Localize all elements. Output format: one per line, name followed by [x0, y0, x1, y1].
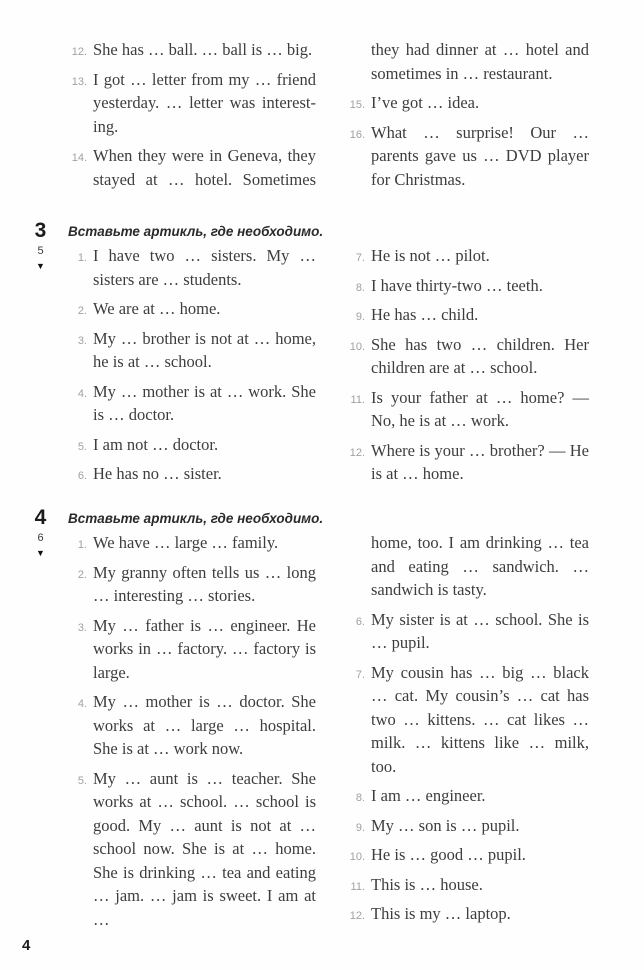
exercise-item: [344, 843, 589, 867]
exercise-item-continuation: [344, 38, 589, 85]
item-number: 12.: [71, 46, 87, 58]
item-text: Where is your … brother? — He is at … home.: [371, 440, 589, 483]
item-number: 4.: [77, 698, 87, 710]
item-number: 11.: [350, 880, 365, 893]
exercise-item: [344, 333, 589, 380]
exercise-item: [344, 386, 589, 433]
item-number: 10.: [349, 851, 365, 863]
item-text: Is your father at … home? — No, he is at … work.: [371, 387, 589, 430]
item-number: 7.: [355, 668, 365, 681]
exercise-item: [344, 608, 589, 655]
item-text: When they were in Geneva, they stayed at … hotel. Sometimes: [93, 146, 316, 189]
item-text: This is … house.: [371, 874, 483, 894]
exercise-item: [344, 121, 589, 192]
right-column: [344, 531, 589, 932]
exercise-track-number: 5: [37, 245, 44, 257]
item-number: 5.: [77, 440, 87, 453]
exercise-item: [66, 68, 316, 139]
right-column: [344, 244, 589, 492]
exercise-item: [344, 873, 589, 897]
exercise-number: 4: [34, 506, 47, 529]
exercise-item: [344, 439, 589, 486]
exercise-item: [344, 784, 589, 808]
item-text: My sister is at … school. She is … pupil.: [371, 609, 589, 652]
item-text: This is my … laptop.: [371, 904, 511, 923]
item-number: 7.: [355, 252, 365, 264]
exercise-number: 3: [34, 219, 47, 242]
item-number: 11.: [350, 393, 365, 406]
exercise-item: [66, 380, 316, 427]
item-text: My granny often tells us … long … interesting … stories.: [93, 562, 316, 605]
item-text: My … aunt is … teacher. She works at … school. … school is good. My … aunt is not at … school now. She is at … home. She is drinking … tea and eating … jam. … jam is sweet. I am at …: [93, 768, 316, 929]
exercise-item: [344, 814, 589, 838]
left-column: [66, 531, 316, 937]
exercise-item: [66, 433, 316, 457]
item-number: 13.: [71, 75, 87, 88]
down-triangle-icon: ▼: [36, 548, 45, 558]
left-column: [66, 38, 316, 197]
page-number: 4: [22, 937, 31, 954]
exercise-item: [344, 902, 589, 926]
item-number: 5.: [77, 774, 87, 787]
item-text: He has no … sister.: [93, 464, 222, 483]
exercise-item: [66, 244, 316, 291]
exercise-item: [66, 38, 316, 62]
item-text: My … brother is not at … home, he is at … school.: [93, 328, 316, 371]
exercise-item: [344, 244, 589, 268]
exercise-item: [66, 462, 316, 486]
exercise-item: [344, 303, 589, 327]
item-text: I have two … sisters. My … sisters are … students.: [93, 246, 316, 289]
item-text: I have thirty-two … teeth.: [371, 275, 543, 295]
item-number: 15.: [349, 99, 365, 111]
item-text: My … father is … engineer. He works in … factory. … factory is large.: [93, 615, 316, 682]
exercise-marker: [31, 507, 50, 558]
item-number: 3.: [77, 334, 87, 347]
item-number: 8.: [355, 281, 365, 294]
right-column: [344, 38, 589, 197]
item-number: 10.: [349, 340, 365, 353]
item-number: 2.: [77, 305, 87, 317]
exercise-item: [66, 614, 316, 685]
exercise-item: [66, 690, 316, 761]
left-column: [66, 244, 316, 492]
item-number: 1.: [77, 539, 87, 551]
exercise-track-number: 6: [37, 532, 44, 544]
item-number: 4.: [77, 387, 87, 400]
item-text: I got … letter from my … friend yesterday. … letter was interesting.: [93, 69, 316, 136]
item-text: I am not … doctor.: [93, 434, 219, 454]
item-text: She has two … children. Her children are at … school.: [371, 334, 589, 377]
down-triangle-icon: ▼: [36, 261, 45, 271]
item-text: What … surprise! Our … parents gave us … DVD player for Christmas.: [371, 122, 589, 189]
item-text: We are at … home.: [93, 299, 221, 318]
item-text: My … mother is at … work. She is … doctor.: [93, 381, 316, 424]
item-text: He is … good … pupil.: [371, 845, 526, 864]
exercise-marker: [31, 220, 50, 271]
exercise-item: [66, 531, 316, 555]
exercise-item: [66, 144, 316, 191]
item-text: My … son is … pupil.: [371, 815, 520, 835]
item-text: I am … engineer.: [371, 786, 486, 805]
item-text: He has … child.: [371, 305, 479, 324]
item-text: I’ve got … idea.: [371, 93, 480, 112]
item-number: 9.: [355, 311, 365, 323]
exercise-item: [344, 274, 589, 298]
instruction-text: Вставьте артикль, где необходимо.: [68, 224, 324, 239]
exercise-item: [344, 661, 589, 779]
item-number: 3.: [77, 621, 87, 634]
item-text: She has … ball. … ball is … big.: [93, 40, 313, 59]
item-text: My cousin has … big … black … cat. My cousin’s … cat has two … kittens. … cat likes … milk. … kittens like … milk, too.: [371, 662, 589, 776]
item-text: He is not … pilot.: [371, 246, 490, 265]
exercise-item: [66, 327, 316, 374]
item-number: 9.: [355, 821, 365, 834]
item-text: they had dinner at … hotel and sometimes in … restaurant.: [371, 40, 589, 83]
item-number: 8.: [355, 792, 365, 804]
exercise-item: [66, 767, 316, 932]
exercise-item: [344, 91, 589, 115]
item-number: 12.: [349, 446, 365, 459]
item-text: home, too. I am drinking … tea and eating … sandwich. … sandwich is tasty.: [371, 533, 589, 599]
item-number: 16.: [349, 128, 365, 141]
exercise-item: [66, 561, 316, 608]
exercise-item-continuation: [344, 531, 589, 602]
item-number: 12.: [349, 910, 365, 922]
item-number: 1.: [77, 252, 87, 264]
item-number: 6.: [77, 470, 87, 482]
item-number: 14.: [71, 152, 87, 164]
item-text: My … mother is … doctor. She works at … large … hospital. She is at … work now.: [93, 692, 316, 758]
exercise-item: [66, 297, 316, 321]
instruction-text: Вставьте артикль, где необходимо.: [68, 511, 324, 526]
item-number: 2.: [77, 568, 87, 581]
item-text: We have … large … family.: [93, 533, 279, 552]
item-number: 6.: [355, 615, 365, 628]
